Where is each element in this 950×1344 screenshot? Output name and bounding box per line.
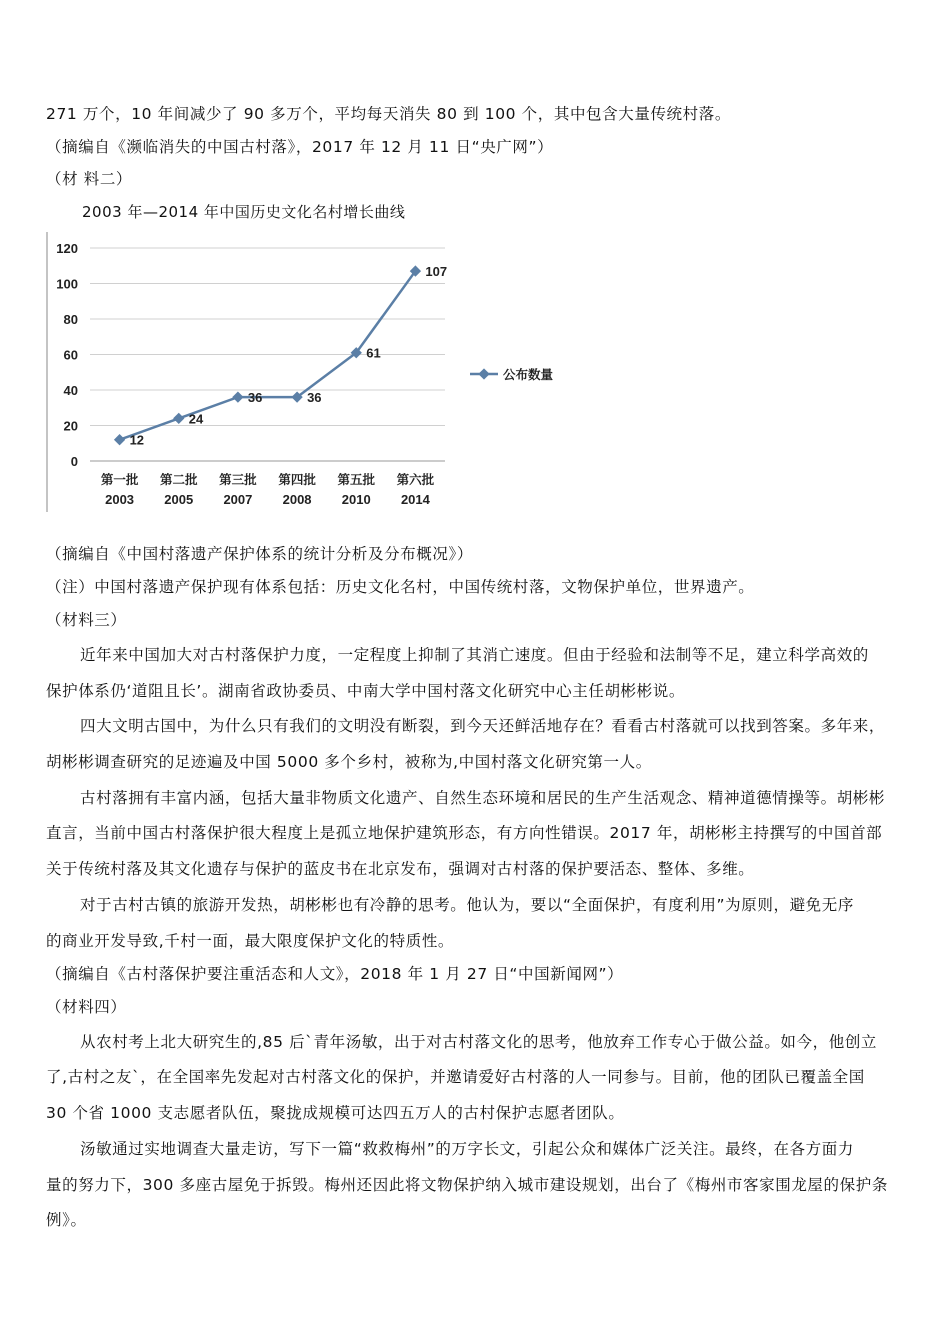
x-category-label: 第二批 — [159, 472, 198, 487]
y-tick-label: 80 — [63, 312, 78, 327]
x-year-label: 2010 — [341, 492, 371, 507]
source-citation: （摘编自《中国村落遗产保护体系的统计分析及分布概况》） — [46, 545, 473, 563]
data-label: 36 — [247, 390, 263, 406]
y-tick-label: 100 — [56, 276, 78, 292]
x-year-label: 2007 — [223, 492, 253, 507]
paragraph-line: 30 个省 1000 支志愿者队伍，聚拢成规模可达四五万人的古村保护志愿者团队。 — [46, 1104, 625, 1122]
y-tick-label: 0 — [70, 454, 78, 469]
x-category-label: 第三批 — [219, 472, 257, 487]
paragraph-line: 了,古村之友`，在全国率先发起对古村落文化的保护，并邀请爱好古村落的人一同参与。目前，他的团队已覆盖全国 — [46, 1068, 865, 1086]
legend-label: 公布数量 — [503, 367, 554, 382]
material-heading: （材料三） — [46, 611, 127, 629]
paragraph-line: 量的努力下，300 多座古屋免于拆毁。梅州还因此将文物保护纳入城市建设规划，出台了《梅州市客家围龙屋的保护条 — [46, 1176, 888, 1194]
chart-title: 2003 年—2014 年中国历史文化名村增长曲线 — [82, 203, 406, 221]
y-tick-label: 20 — [63, 418, 78, 434]
text-line: 271 万个，10 年间减少了 90 多万个，平均每天消失 80 到 100 个，其中包含大量传统村落。 — [46, 105, 731, 123]
x-year-label: 2005 — [164, 492, 194, 507]
data-point — [114, 434, 125, 445]
paragraph-line: 直言，当前中国古村落保护很大程度上是孤立地保护建筑形态，有方向性错误。2017 年，胡彬彬主持撰写的中国首部 — [46, 824, 883, 842]
legend-marker — [478, 368, 489, 379]
data-label: 24 — [188, 411, 204, 427]
note-text: （注）中国村落遗产保护现有体系包括：历史文化名村，中国传统村落，文物保护单位，世界遗产。 — [46, 578, 755, 596]
x-category-label: 第六批 — [396, 472, 435, 487]
x-year-label: 2008 — [282, 492, 312, 507]
paragraph-line: 四大文明古国中，为什么只有我们的文明没有断裂，到今天还鲜活地存在？看看古村落就可以找到答案。多年来， — [80, 717, 886, 735]
data-point — [232, 391, 243, 402]
paragraph-line: 古村落拥有丰富内涵，包括大量非物质文化遗产、自然生态环境和居民的生产生活观念、精神道德情操等。胡彬彬 — [80, 789, 886, 807]
data-point — [173, 413, 184, 424]
x-category-label: 第一批 — [100, 472, 139, 487]
x-category-label: 第五批 — [337, 472, 376, 487]
paragraph-line: 的商业开发导致,千村一面，最大限度保护文化的特质性。 — [46, 932, 455, 950]
paragraph-line: 近年来中国加大对古村落保护力度，一定程度上抑制了其消亡速度。但由于经验和法制等不足，建立科学高效的 — [80, 646, 869, 664]
paragraph-line: 从农村考上北大研究生的,85 后`青年汤敏，出于对古村落文化的思考，他放弃工作专心于做公益。如今，他创立 — [80, 1033, 878, 1051]
data-label: 107 — [425, 264, 448, 280]
y-tick-label: 60 — [63, 347, 78, 363]
y-tick-label: 120 — [56, 241, 78, 256]
x-year-label: 2014 — [400, 492, 430, 507]
data-label: 12 — [129, 432, 145, 448]
source-citation: （摘编自《濒临消失的中国古村落》，2017 年 12 月 11 日“央广网”） — [46, 138, 554, 156]
paragraph-line: 对于古村古镇的旅游开发热，胡彬彬也有冷静的思考。他认为，要以“全面保护，有度利用”为原则，避免无序 — [80, 896, 854, 914]
paragraph-line: 汤敏通过实地调查大量走访，写下一篇“救救梅州”的万字长文，引起公众和媒体广泛关注。最终，在各方面力 — [80, 1140, 854, 1158]
line-chart — [40, 228, 580, 518]
paragraph-line: 例》。 — [46, 1211, 87, 1229]
x-year-label: 2003 — [105, 492, 135, 507]
source-citation: （摘编自《古村落保护要注重活态和人文》，2018 年 1 月 27 日“中国新闻网”） — [46, 965, 624, 983]
paragraph-line: 保护体系仍‘道阻且长’。湖南省政协委员、中南大学中国村落文化研究中心主任胡彬彬说。 — [46, 682, 685, 700]
paragraph-line: 关于传统村落及其文化遗存与保护的蓝皮书在北京发布，强调对古村落的保护要活态、整体、多维。 — [46, 860, 755, 878]
data-label: 61 — [366, 345, 381, 361]
x-category-label: 第四批 — [278, 472, 316, 487]
material-heading: （材 料二） — [46, 170, 133, 188]
y-tick-label: 40 — [63, 383, 78, 398]
material-heading: （材料四） — [46, 998, 127, 1016]
paragraph-line: 胡彬彬调查研究的足迹遍及中国 5000 多个乡村，被称为,中国村落文化研究第一人。 — [46, 753, 652, 771]
data-label: 36 — [307, 390, 322, 406]
